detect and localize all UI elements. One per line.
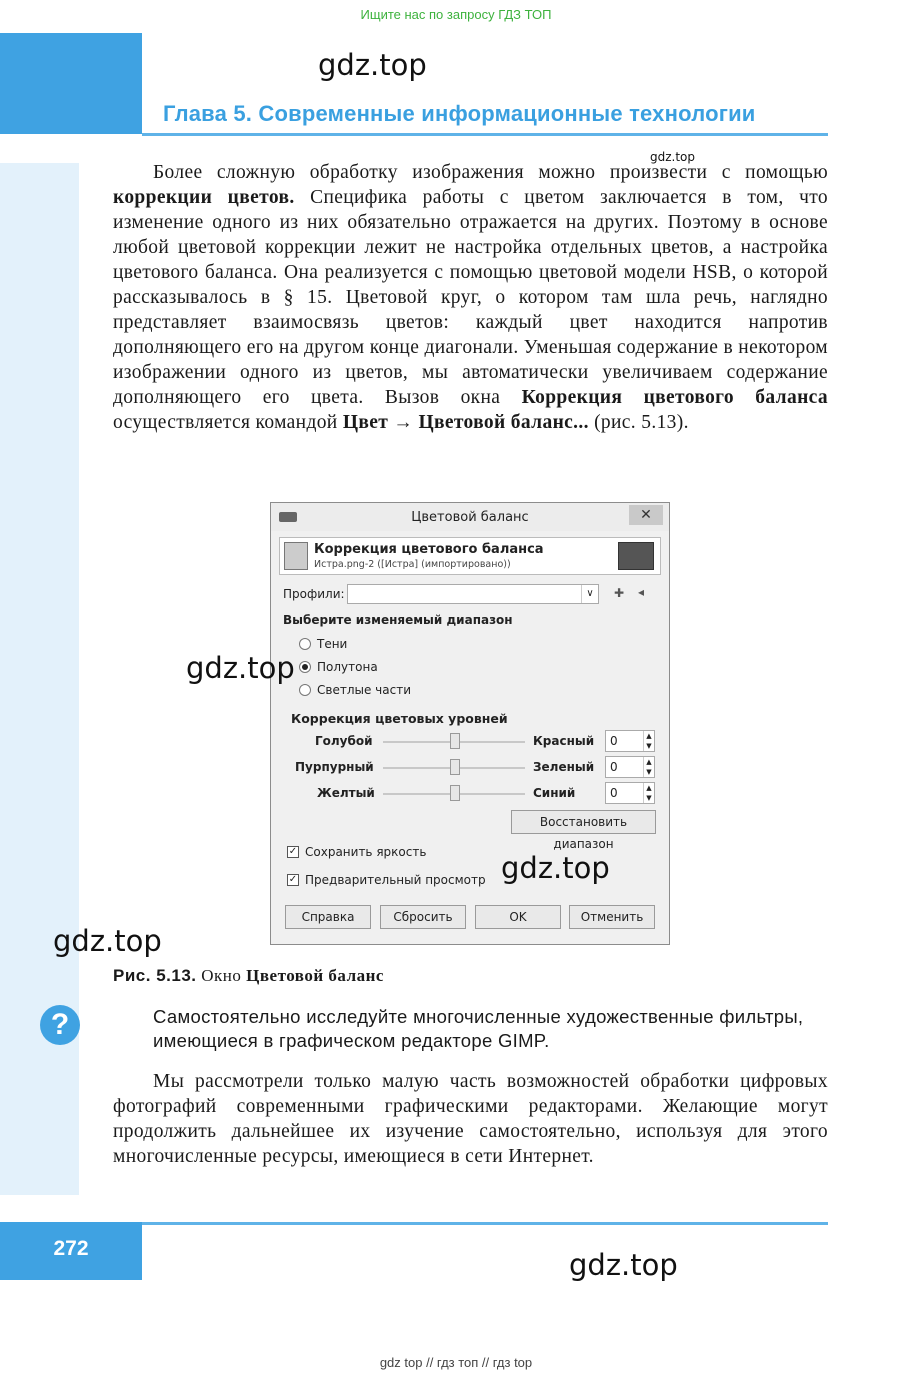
chapter-rule (142, 133, 828, 136)
radio-highlights[interactable] (299, 684, 311, 696)
dialog-header-subtitle: Истра.png-2 ([Истра] (импортировано)) (314, 559, 511, 570)
task-text: Самостоятельно исследуйте многочисленные художественные фильтры, имеющиеся в графическом редакторе GIMP. (153, 1006, 804, 1051)
add-preset-icon[interactable]: ✚ (614, 586, 625, 600)
color-balance-tool-icon (284, 542, 308, 570)
preserve-luminosity-label: Сохранить яркость (305, 845, 427, 859)
slider-yellow-blue-handle[interactable] (450, 785, 460, 801)
dialog-titlebar[interactable] (271, 503, 669, 531)
image-thumbnail (618, 542, 654, 570)
color-balance-dialog (270, 502, 670, 945)
paragraph-intro: Более сложную обработку изображения можно произвести с помощью коррекции цветов. Специфика работы с цветом заключается в том, что изменение одного из них обязательно отражается на других. Поэтому в основе любой цветовой коррекции лежит не настройка отдельных цветов, а настройка цветового баланса. Она реализуется с помощью цветовой модели HSB, о которой рассказывалось в § 15. Цветовой круг, о котором там шла речь, наглядно представляет взаимосвязь цветов: каждый цвет находится напротив дополняющего его на другом конце диагонали. Уменьшая содержание в некотором изображении одного из цветов, мы автоматически увеличиваем содержание дополняющего его цвета. Вызов окна Коррекция цветового баланса осуществляется командой Цвет → Цветовой баланс... (рис. 5.13). (113, 162, 828, 433)
slider-red-label: Красный (533, 734, 595, 748)
watermark-dialog-left: gdz.top (186, 651, 295, 685)
close-button[interactable]: ✕ (629, 505, 663, 525)
levels-heading: Коррекция цветовых уровней (291, 711, 508, 726)
help-button[interactable]: Справка (285, 905, 371, 929)
ok-button[interactable]: OK (475, 905, 561, 929)
spin-up-icon[interactable]: ▲ (643, 783, 654, 793)
spin-up-icon[interactable]: ▲ (643, 757, 654, 767)
spin-magenta-green-value: 0 (610, 760, 618, 774)
dialog-header-title: Коррекция цветового баланса (314, 542, 544, 557)
preserve-luminosity-checkbox[interactable]: ✓ (288, 846, 298, 857)
slider-green-label: Зеленый (533, 760, 595, 774)
footer-links[interactable]: gdz top // гдз топ // гдз top (379, 1355, 533, 1370)
spin-yellow-blue[interactable] (605, 782, 655, 804)
spin-down-icon[interactable]: ▼ (643, 767, 654, 777)
watermark-small: gdz.top (650, 150, 696, 164)
spin-up-icon[interactable]: ▲ (643, 731, 654, 741)
radio-shadows[interactable] (299, 638, 311, 650)
profiles-label: Профили: (283, 587, 345, 601)
range-heading: Выберите изменяемый диапазон (283, 613, 513, 627)
radio-highlights-label: Светлые части (317, 683, 411, 697)
chapter-title: Глава 5. Современные информационные технологии (163, 101, 756, 126)
preview-label: Предварительный просмотр (305, 873, 486, 887)
slider-magenta-green-handle[interactable] (450, 759, 460, 775)
spin-magenta-green[interactable] (605, 756, 655, 778)
slider-cyan-red-handle[interactable] (450, 733, 460, 749)
top-promo-link[interactable]: Ищите нас по запросу ГДЗ ТОП (360, 7, 552, 22)
radio-shadows-label: Тени (317, 637, 348, 651)
page-number: 272 (53, 1237, 89, 1260)
watermark-header: gdz.top (318, 48, 427, 82)
watermark-caption-left: gdz.top (53, 924, 162, 958)
reset-button[interactable]: Сбросить (380, 905, 466, 929)
watermark-footer: gdz.top (569, 1248, 678, 1282)
header-color-block (0, 33, 142, 134)
cancel-button[interactable]: Отменить (569, 905, 655, 929)
chevron-down-icon[interactable]: ∨ (581, 585, 598, 603)
profiles-combo[interactable] (347, 584, 599, 604)
figure-caption: Рис. 5.13. Окно Цветовой баланс (113, 966, 384, 985)
reset-range-button[interactable]: Восстановить диапазон (511, 810, 656, 834)
spin-yellow-blue-value: 0 (610, 786, 618, 800)
dialog-header-panel (279, 537, 661, 575)
footer-rule (142, 1222, 828, 1225)
watermark-dialog-right: gdz.top (501, 851, 610, 885)
slider-cyan-label: Голубой (315, 734, 373, 748)
dialog-title: Цветовой баланс (411, 510, 529, 525)
slider-yellow-label: Желтый (317, 786, 375, 800)
paragraph-conclusion: Мы рассмотрели только малую часть возможностей обработки цифровых фотографий современными графическими редакторами. Желающие могут продолжить дальнейшее их изучение самостоятельно, используя для этого многочисленные ресурсы, имеющиеся в сети Интернет. (113, 1071, 828, 1167)
spin-down-icon[interactable]: ▼ (643, 741, 654, 751)
spin-down-icon[interactable]: ▼ (643, 793, 654, 803)
radio-midtones-label: Полутона (317, 660, 378, 674)
slider-blue-label: Синий (533, 786, 576, 800)
spin-cyan-red-value: 0 (610, 734, 618, 748)
radio-midtones[interactable] (299, 661, 311, 673)
preset-menu-icon[interactable]: ◂ (638, 585, 645, 599)
slider-magenta-label: Пурпурный (295, 760, 374, 774)
spin-cyan-red[interactable] (605, 730, 655, 752)
preview-checkbox[interactable]: ✓ (288, 874, 298, 885)
question-icon: ? (40, 1005, 80, 1045)
